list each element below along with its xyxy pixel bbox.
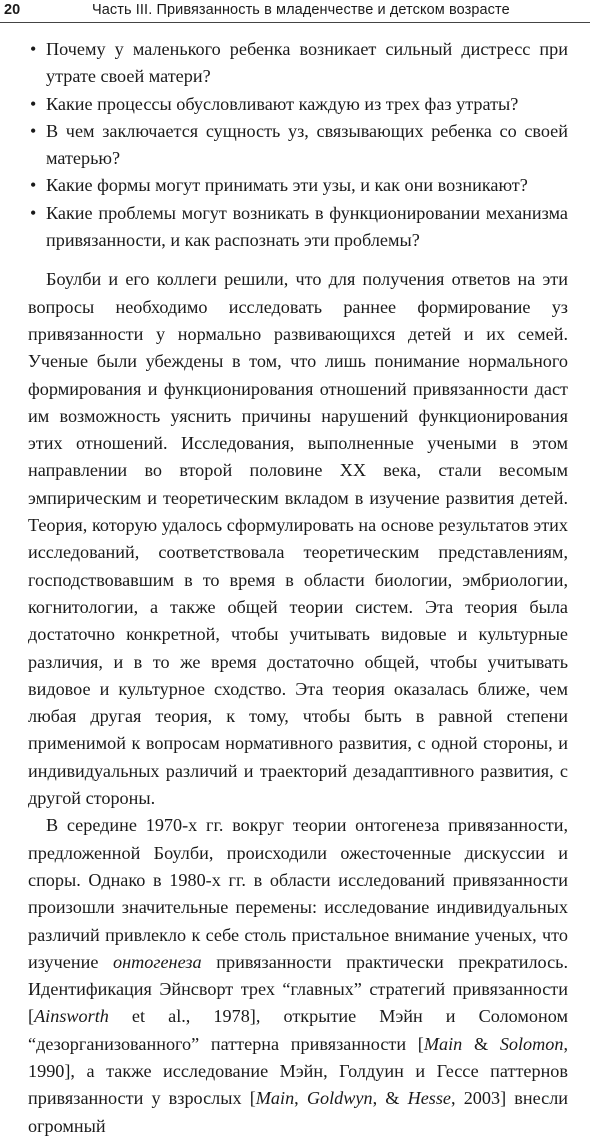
citation-author: Ainsworth <box>34 1006 109 1027</box>
list-item <box>28 172 568 199</box>
text-run: , & <box>372 1088 408 1109</box>
question-text: Какие процессы обусловливают каждую из трех фаз утраты? <box>46 93 519 114</box>
paragraph-1970s-debates <box>28 812 568 1140</box>
text-run: В середине 1970-х гг. вокруг теории онтогенеза привязанности, предложенной Боулби, происходили ожесточенные дискуссии и споры. Однако в 1980-х гг. в области исследований привязанности произошли значительные перемены: исследование индивидуальных различий привлекло к себе столь пристальное внимание ученых, что изучение <box>28 815 568 972</box>
page-body <box>28 36 568 1140</box>
bullet-icon: • <box>30 120 37 141</box>
text-run: , 1990], а также исследование Мэйн, Голдуин и Гессе паттернов привязанности у взрослых [ <box>28 1033 569 1109</box>
list-item <box>28 118 568 173</box>
question-text: Почему у маленького ребенка возникает сильный дистресс при утрате своей матери? <box>46 39 568 87</box>
list-item <box>28 36 568 91</box>
citation-author: Solomon <box>499 1033 564 1054</box>
list-item <box>28 91 568 118</box>
paragraph-bowlby-research: Боулби и его коллеги решили, что для получения ответов на эти вопросы необходимо исследовать раннее формирование уз привязанности у нормально развивающихся детей и их семей. Ученые были убеждены в том, что лишь понимание нормального формирования и функционирования отношений привязанности даст им возможность уяснить причины нарушений функционирования этих отношений. Исследования, выполненные учеными в этом направлении во второй половине XX века, стали весомым эмпирическим и теоретическим вкладом в изучение развития детей. Теория, которую удалось сформулировать на основе результатов этих исследований, соответствовала теоретическим представлениям, господствовавшим в то время в области биологии, эмбриологии, когнитологии, а также общей теории систем. Эта теория была достаточно конкретной, чтобы учитывать видовые и культурные различия, и в то же время достаточно общей, чтобы учитывать видовое и культурное сходство. Эта теория оказалась ближе, чем любая другая теория, к тому, чтобы быть в равной степени применимой к вопросам нормативного развития, с одной стороны, и индивидуальных различий и траекторий дезадаптивного развития, с другой стороны. <box>28 269 568 809</box>
header-rule <box>0 22 590 23</box>
question-text: Какие проблемы могут возникать в функционировании механизма привязанности, и как распознать эти проблемы? <box>46 202 568 251</box>
running-title: Часть III. Привязанность в младенчестве и детском возрасте <box>92 2 510 18</box>
bullet-icon: • <box>30 93 37 114</box>
citation-author: Hesse <box>407 1088 451 1109</box>
question-list <box>28 36 568 254</box>
question-text: В чем заключается сущность уз, связывающих ребенка со своей матерью? <box>46 120 568 169</box>
running-header <box>0 0 590 22</box>
bullet-icon: • <box>30 39 37 59</box>
italic-term: онтогенеза <box>113 951 202 972</box>
bullet-icon: • <box>30 202 37 223</box>
citation-author: Main <box>255 1088 295 1109</box>
text-run: привязанности практически прекратилось. Идентификация Эйнсворт трех “главных” стратегий привязанности [ <box>28 951 568 1027</box>
question-text: Какие формы могут принимать эти узы, и как они возникают? <box>46 175 528 196</box>
citation-author: Main <box>423 1033 463 1054</box>
bullet-icon: • <box>30 175 37 196</box>
text-run: et al., 1978], открытие Мэйн и Соломоном “дезорганизованного” паттерна привязанности [ <box>28 1006 568 1054</box>
page-number: 20 <box>4 2 21 18</box>
list-item <box>28 200 568 255</box>
text-run: , <box>294 1088 307 1109</box>
citation-author: Goldwyn <box>306 1088 373 1109</box>
text-run: , 2003] внесли огромный <box>28 1088 568 1136</box>
text-run: & <box>462 1033 500 1054</box>
